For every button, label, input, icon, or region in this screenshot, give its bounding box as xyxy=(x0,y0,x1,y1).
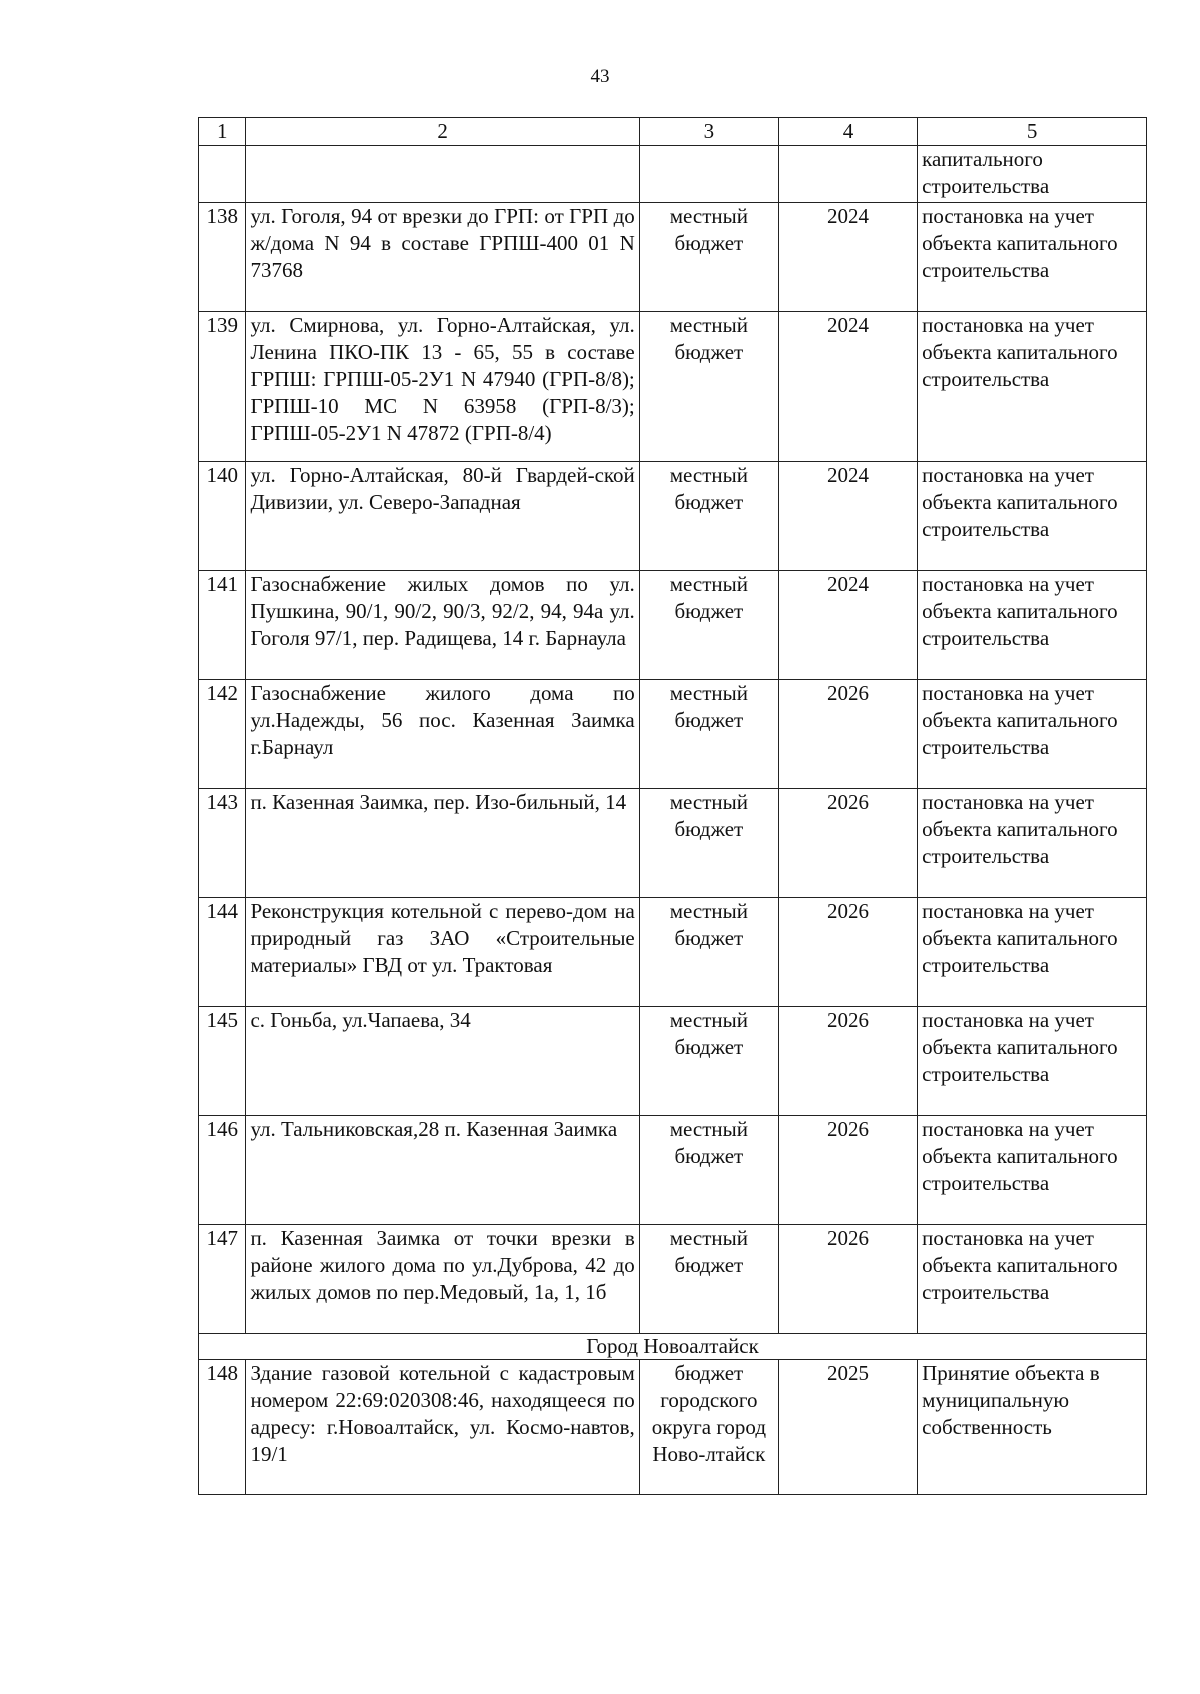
table-row xyxy=(199,1116,1147,1225)
table-header-row xyxy=(199,118,1147,146)
description-cell: с. Гоньба, ул.Чапаева, 34 xyxy=(246,1007,639,1116)
section-row xyxy=(199,1334,1147,1360)
section-title: Город Новоалтайск xyxy=(199,1334,1147,1360)
year-cell: 2024 xyxy=(778,571,917,680)
year-cell: 2026 xyxy=(778,1007,917,1116)
row-number-cell xyxy=(199,146,246,203)
row-number-cell: 141 xyxy=(199,571,246,680)
row-number-cell: 142 xyxy=(199,680,246,789)
description-cell: Реконструкция котельной с перево-дом на природный газ ЗАО «Строительные материалы» ГВД от ул. Трактовая xyxy=(246,898,639,1007)
status-cell: постановка на учет объекта капитального строительства xyxy=(918,1116,1147,1225)
row-number-cell: 143 xyxy=(199,789,246,898)
row-number-cell: 145 xyxy=(199,1007,246,1116)
table-row xyxy=(199,789,1147,898)
year-cell xyxy=(778,146,917,203)
row-number-cell: 148 xyxy=(199,1360,246,1495)
description-cell: ул. Горно-Алтайская, 80-й Гвардей-ской Дивизии, ул. Северо-Западная xyxy=(246,462,639,571)
column-header: 3 xyxy=(639,118,778,146)
table-row xyxy=(199,203,1147,312)
year-cell: 2024 xyxy=(778,462,917,571)
year-cell: 2026 xyxy=(778,680,917,789)
source-cell: местный бюджет xyxy=(639,789,778,898)
source-cell: местный бюджет xyxy=(639,462,778,571)
source-cell: местный бюджет xyxy=(639,1007,778,1116)
description-cell: ул. Гоголя, 94 от врезки до ГРП: от ГРП до ж/дома N 94 в составе ГРПШ-400 01 N 73768 xyxy=(246,203,639,312)
source-cell: местный бюджет xyxy=(639,571,778,680)
year-cell: 2026 xyxy=(778,1225,917,1334)
status-cell: постановка на учет объекта капитального строительства xyxy=(918,312,1147,462)
year-cell: 2024 xyxy=(778,203,917,312)
row-number-cell: 144 xyxy=(199,898,246,1007)
description-cell: п. Казенная Заимка от точки врезки в районе жилого дома по ул.Дуброва, 42 до жилых домов по пер.Медовый, 1а, 1, 1б xyxy=(246,1225,639,1334)
year-cell: 2025 xyxy=(778,1360,917,1495)
year-cell: 2024 xyxy=(778,312,917,462)
description-cell: ул. Смирнова, ул. Горно-Алтайская, ул. Ленина ПКО-ПК 13 - 65, 55 в составе ГРПШ: ГРПШ-05-2У1 N 47940 (ГРП-8/8); ГРПШ-10 МС N 63958 (ГРП-8/3); ГРПШ-05-2У1 N 47872 (ГРП-8/4) xyxy=(246,312,639,462)
row-number-cell: 146 xyxy=(199,1116,246,1225)
table-row xyxy=(199,1007,1147,1116)
table-row xyxy=(199,898,1147,1007)
status-cell: постановка на учет объекта капитального строительства xyxy=(918,789,1147,898)
row-number-cell: 138 xyxy=(199,203,246,312)
description-cell: Газоснабжение жилого дома по ул.Надежды, 56 пос. Казенная Заимка г.Барнаул xyxy=(246,680,639,789)
description-cell: Здание газовой котельной с кадастровым номером 22:69:020308:46, находящееся по адресу: г.Новоалтайск, ул. Космо-навтов, 19/1 xyxy=(246,1360,639,1495)
row-number-cell: 147 xyxy=(199,1225,246,1334)
status-cell: постановка на учет объекта капитального строительства xyxy=(918,462,1147,571)
column-header: 4 xyxy=(778,118,917,146)
status-cell: постановка на учет объекта капитального строительства xyxy=(918,898,1147,1007)
source-cell: местный бюджет xyxy=(639,680,778,789)
page-number: 43 xyxy=(590,66,610,87)
year-cell: 2026 xyxy=(778,898,917,1007)
table-row xyxy=(199,571,1147,680)
column-header: 2 xyxy=(246,118,639,146)
table-row xyxy=(199,680,1147,789)
column-header: 5 xyxy=(918,118,1147,146)
table-row xyxy=(199,312,1147,462)
description-cell: Газоснабжение жилых домов по ул. Пушкина, 90/1, 90/2, 90/3, 92/2, 94, 94а ул. Гоголя 97/1, пер. Радищева, 14 г. Барнаула xyxy=(246,571,639,680)
year-cell: 2026 xyxy=(778,1116,917,1225)
row-number-cell: 139 xyxy=(199,312,246,462)
source-cell: местный бюджет xyxy=(639,312,778,462)
source-cell: местный бюджет xyxy=(639,1225,778,1334)
status-cell: капитального строительства xyxy=(918,146,1147,203)
source-cell xyxy=(639,146,778,203)
description-cell: п. Казенная Заимка, пер. Изо-бильный, 14 xyxy=(246,789,639,898)
table-row xyxy=(199,1225,1147,1334)
data-table xyxy=(198,117,1147,1495)
status-cell: постановка на учет объекта капитального строительства xyxy=(918,571,1147,680)
row-number-cell: 140 xyxy=(199,462,246,571)
source-cell: местный бюджет xyxy=(639,203,778,312)
table-row xyxy=(199,1360,1147,1495)
status-cell: постановка на учет объекта капитального строительства xyxy=(918,1225,1147,1334)
description-cell xyxy=(246,146,639,203)
description-cell: ул. Тальниковская,28 п. Казенная Заимка xyxy=(246,1116,639,1225)
status-cell: постановка на учет объекта капитального строительства xyxy=(918,680,1147,789)
source-cell: местный бюджет xyxy=(639,1116,778,1225)
column-header: 1 xyxy=(199,118,246,146)
table-row xyxy=(199,462,1147,571)
continuation-row xyxy=(199,146,1147,203)
year-cell: 2026 xyxy=(778,789,917,898)
source-cell: местный бюджет xyxy=(639,898,778,1007)
status-cell: Принятие объекта в муниципальную собственность xyxy=(918,1360,1147,1495)
status-cell: постановка на учет объекта капитального строительства xyxy=(918,1007,1147,1116)
source-cell: бюджет городского округа город Ново-лтайск xyxy=(639,1360,778,1495)
status-cell: постановка на учет объекта капитального строительства xyxy=(918,203,1147,312)
